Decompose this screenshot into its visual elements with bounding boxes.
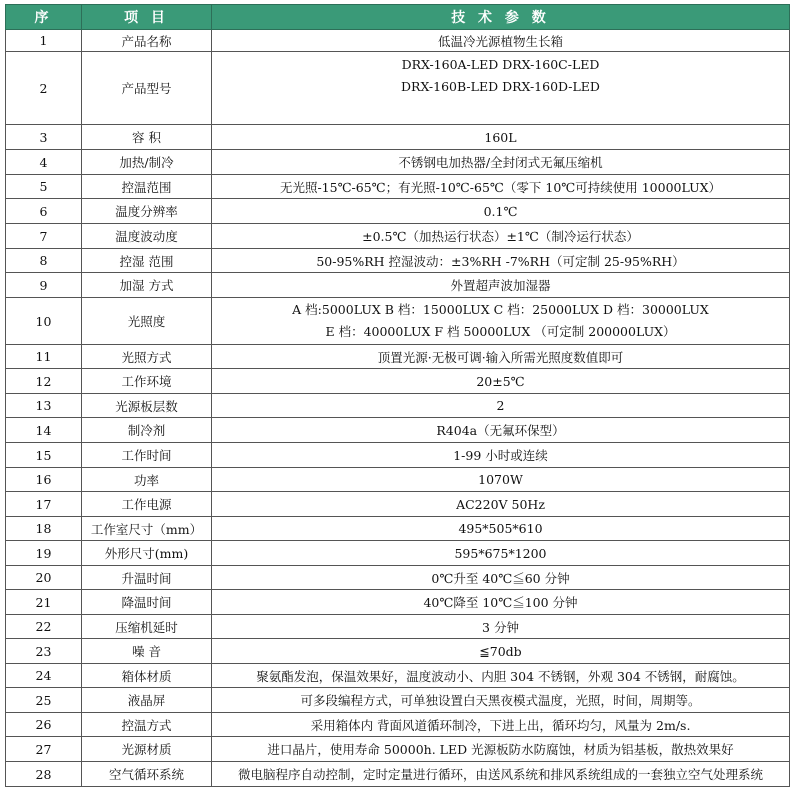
- table-row: [6, 762, 790, 787]
- row-value: 1070W: [212, 468, 790, 492]
- row-number: 25: [6, 688, 82, 713]
- row-item: 温度波动度: [82, 224, 212, 249]
- row-number: 21: [6, 590, 82, 615]
- row-item: 降温时间: [82, 590, 212, 615]
- row-value: 外置超声波加湿器: [212, 273, 790, 298]
- row-item: 功率: [82, 468, 212, 492]
- row-number: 19: [6, 541, 82, 566]
- row-item: 升温时间: [82, 566, 212, 590]
- row-value: R404a（无氟环保型）: [212, 418, 790, 443]
- table-row: [6, 125, 790, 150]
- row-value: 1-99 小时或连续: [212, 443, 790, 468]
- row-number: 16: [6, 468, 82, 492]
- row-value: 不锈钢电加热器/全封闭式无氟压缩机: [212, 150, 790, 175]
- row-item: 制冷剂: [82, 418, 212, 443]
- row-value: 无光照-15℃-65℃；有光照-10℃-65℃（零下 10℃可持续使用 10000LUX）: [212, 175, 790, 199]
- header-item: 项 目: [82, 5, 212, 30]
- row-number: 1: [6, 30, 82, 52]
- row-value: 20±5℃: [212, 369, 790, 394]
- table-row: [6, 394, 790, 418]
- row-value: 微电脑程序自动控制，定时定量进行循环，由送风系统和排风系统组成的一套独立空气处理系统: [212, 762, 790, 787]
- row-value: 低温冷光源植物生长箱: [212, 30, 790, 52]
- table-row: [6, 199, 790, 224]
- row-value: 495*505*610: [212, 517, 790, 541]
- row-item: 控湿 范围: [82, 249, 212, 273]
- row-item: 产品型号: [82, 52, 212, 125]
- row-value: 40℃降至 10℃≦100 分钟: [212, 590, 790, 615]
- table-row: [6, 298, 790, 345]
- row-value: 595*675*1200: [212, 541, 790, 566]
- row-number: 22: [6, 615, 82, 639]
- row-item: 工作时间: [82, 443, 212, 468]
- row-item: 温度分辨率: [82, 199, 212, 224]
- row-value: 进口晶片，使用寿命 50000h. LED 光源板防水防腐蚀，材质为铝基板，散热效果好: [212, 737, 790, 762]
- table-row: [6, 249, 790, 273]
- row-value: 0℃升至 40℃≦60 分钟: [212, 566, 790, 590]
- row-number: 6: [6, 199, 82, 224]
- row-item: 空气循环系统: [82, 762, 212, 787]
- row-number: 12: [6, 369, 82, 394]
- row-item: 外形尺寸(mm): [82, 541, 212, 566]
- table-row: [6, 273, 790, 298]
- table-row: [6, 517, 790, 541]
- table-row: [6, 713, 790, 737]
- row-item: 光源板层数: [82, 394, 212, 418]
- row-value-line: DRX-160B-LED DRX-160D-LED: [401, 79, 600, 94]
- row-item: 工作电源: [82, 492, 212, 517]
- row-number: 28: [6, 762, 82, 787]
- row-number: 18: [6, 517, 82, 541]
- row-number: 5: [6, 175, 82, 199]
- table-row: [6, 590, 790, 615]
- row-item: 光照度: [82, 298, 212, 345]
- table-row: [6, 443, 790, 468]
- row-item: 工作环境: [82, 369, 212, 394]
- row-value: ≦70db: [212, 639, 790, 664]
- row-number: 15: [6, 443, 82, 468]
- table-row: [6, 175, 790, 199]
- row-item: 加湿 方式: [82, 273, 212, 298]
- row-value: 采用箱体内 背面风道循环制冷，下进上出，循环均匀，风量为 2m/s.: [212, 713, 790, 737]
- row-item: 噪 音: [82, 639, 212, 664]
- row-item: 箱体材质: [82, 664, 212, 688]
- table-row: [6, 345, 790, 369]
- table-row: [6, 566, 790, 590]
- row-item: 工作室尺寸（mm）: [82, 517, 212, 541]
- table-row: [6, 418, 790, 443]
- row-number: 13: [6, 394, 82, 418]
- table-row: [6, 615, 790, 639]
- table-row: [6, 468, 790, 492]
- row-item: 加热/制冷: [82, 150, 212, 175]
- row-item: 液晶屏: [82, 688, 212, 713]
- table-row: [6, 664, 790, 688]
- table-row: [6, 369, 790, 394]
- row-value: 聚氨酯发泡，保温效果好，温度波动小、内胆 304 不锈钢，外观 304 不锈钢，耐腐蚀。: [212, 664, 790, 688]
- row-number: 3: [6, 125, 82, 150]
- row-value: AC220V 50Hz: [212, 492, 790, 517]
- row-value: 顶置光源·无极可调·输入所需光照度数值即可: [212, 345, 790, 369]
- table-row: [6, 688, 790, 713]
- row-number: 2: [6, 52, 82, 125]
- row-number: 26: [6, 713, 82, 737]
- row-value: 0.1℃: [212, 199, 790, 224]
- row-number: 9: [6, 273, 82, 298]
- table-row: [6, 541, 790, 566]
- spec-table: [5, 4, 790, 787]
- row-value: [212, 298, 790, 345]
- row-item: 压缩机延时: [82, 615, 212, 639]
- header-row: [6, 5, 790, 30]
- row-number: 4: [6, 150, 82, 175]
- row-item: 控温范围: [82, 175, 212, 199]
- row-number: 10: [6, 298, 82, 345]
- row-number: 27: [6, 737, 82, 762]
- row-item: 产品名称: [82, 30, 212, 52]
- row-number: 20: [6, 566, 82, 590]
- row-item: 光源材质: [82, 737, 212, 762]
- header-spec: 技 术 参 数: [212, 5, 790, 30]
- row-value-line: DRX-160A-LED DRX-160C-LED: [401, 57, 600, 72]
- header-no: 序: [6, 5, 82, 30]
- row-item: 控温方式: [82, 713, 212, 737]
- row-number: 11: [6, 345, 82, 369]
- row-value-line: A 档:5000LUX B 档：15000LUX C 档：25000LUX D 档：30000LUX: [292, 302, 709, 317]
- row-number: 23: [6, 639, 82, 664]
- row-value: ±0.5℃（加热运行状态）±1℃（制冷运行状态）: [212, 224, 790, 249]
- table-row: [6, 492, 790, 517]
- row-number: 8: [6, 249, 82, 273]
- row-number: 17: [6, 492, 82, 517]
- table-row: [6, 639, 790, 664]
- row-number: 24: [6, 664, 82, 688]
- row-value: [212, 52, 790, 125]
- table-row: [6, 52, 790, 125]
- row-value-line: E 档：40000LUX F 档 50000LUX （可定制 200000LUX）: [325, 324, 676, 339]
- table-row: [6, 150, 790, 175]
- row-number: 7: [6, 224, 82, 249]
- row-number: 14: [6, 418, 82, 443]
- table-row: [6, 224, 790, 249]
- table-row: [6, 30, 790, 52]
- row-value: 可多段编程方式，可单独设置白天黑夜模式温度，光照，时间，周期等。: [212, 688, 790, 713]
- row-item: 容 积: [82, 125, 212, 150]
- row-value: 50-95%RH 控湿波动：±3%RH -7%RH（可定制 25-95%RH）: [212, 249, 790, 273]
- row-value: 160L: [212, 125, 790, 150]
- row-value: 2: [212, 394, 790, 418]
- table-row: [6, 737, 790, 762]
- row-value: 3 分钟: [212, 615, 790, 639]
- row-item: 光照方式: [82, 345, 212, 369]
